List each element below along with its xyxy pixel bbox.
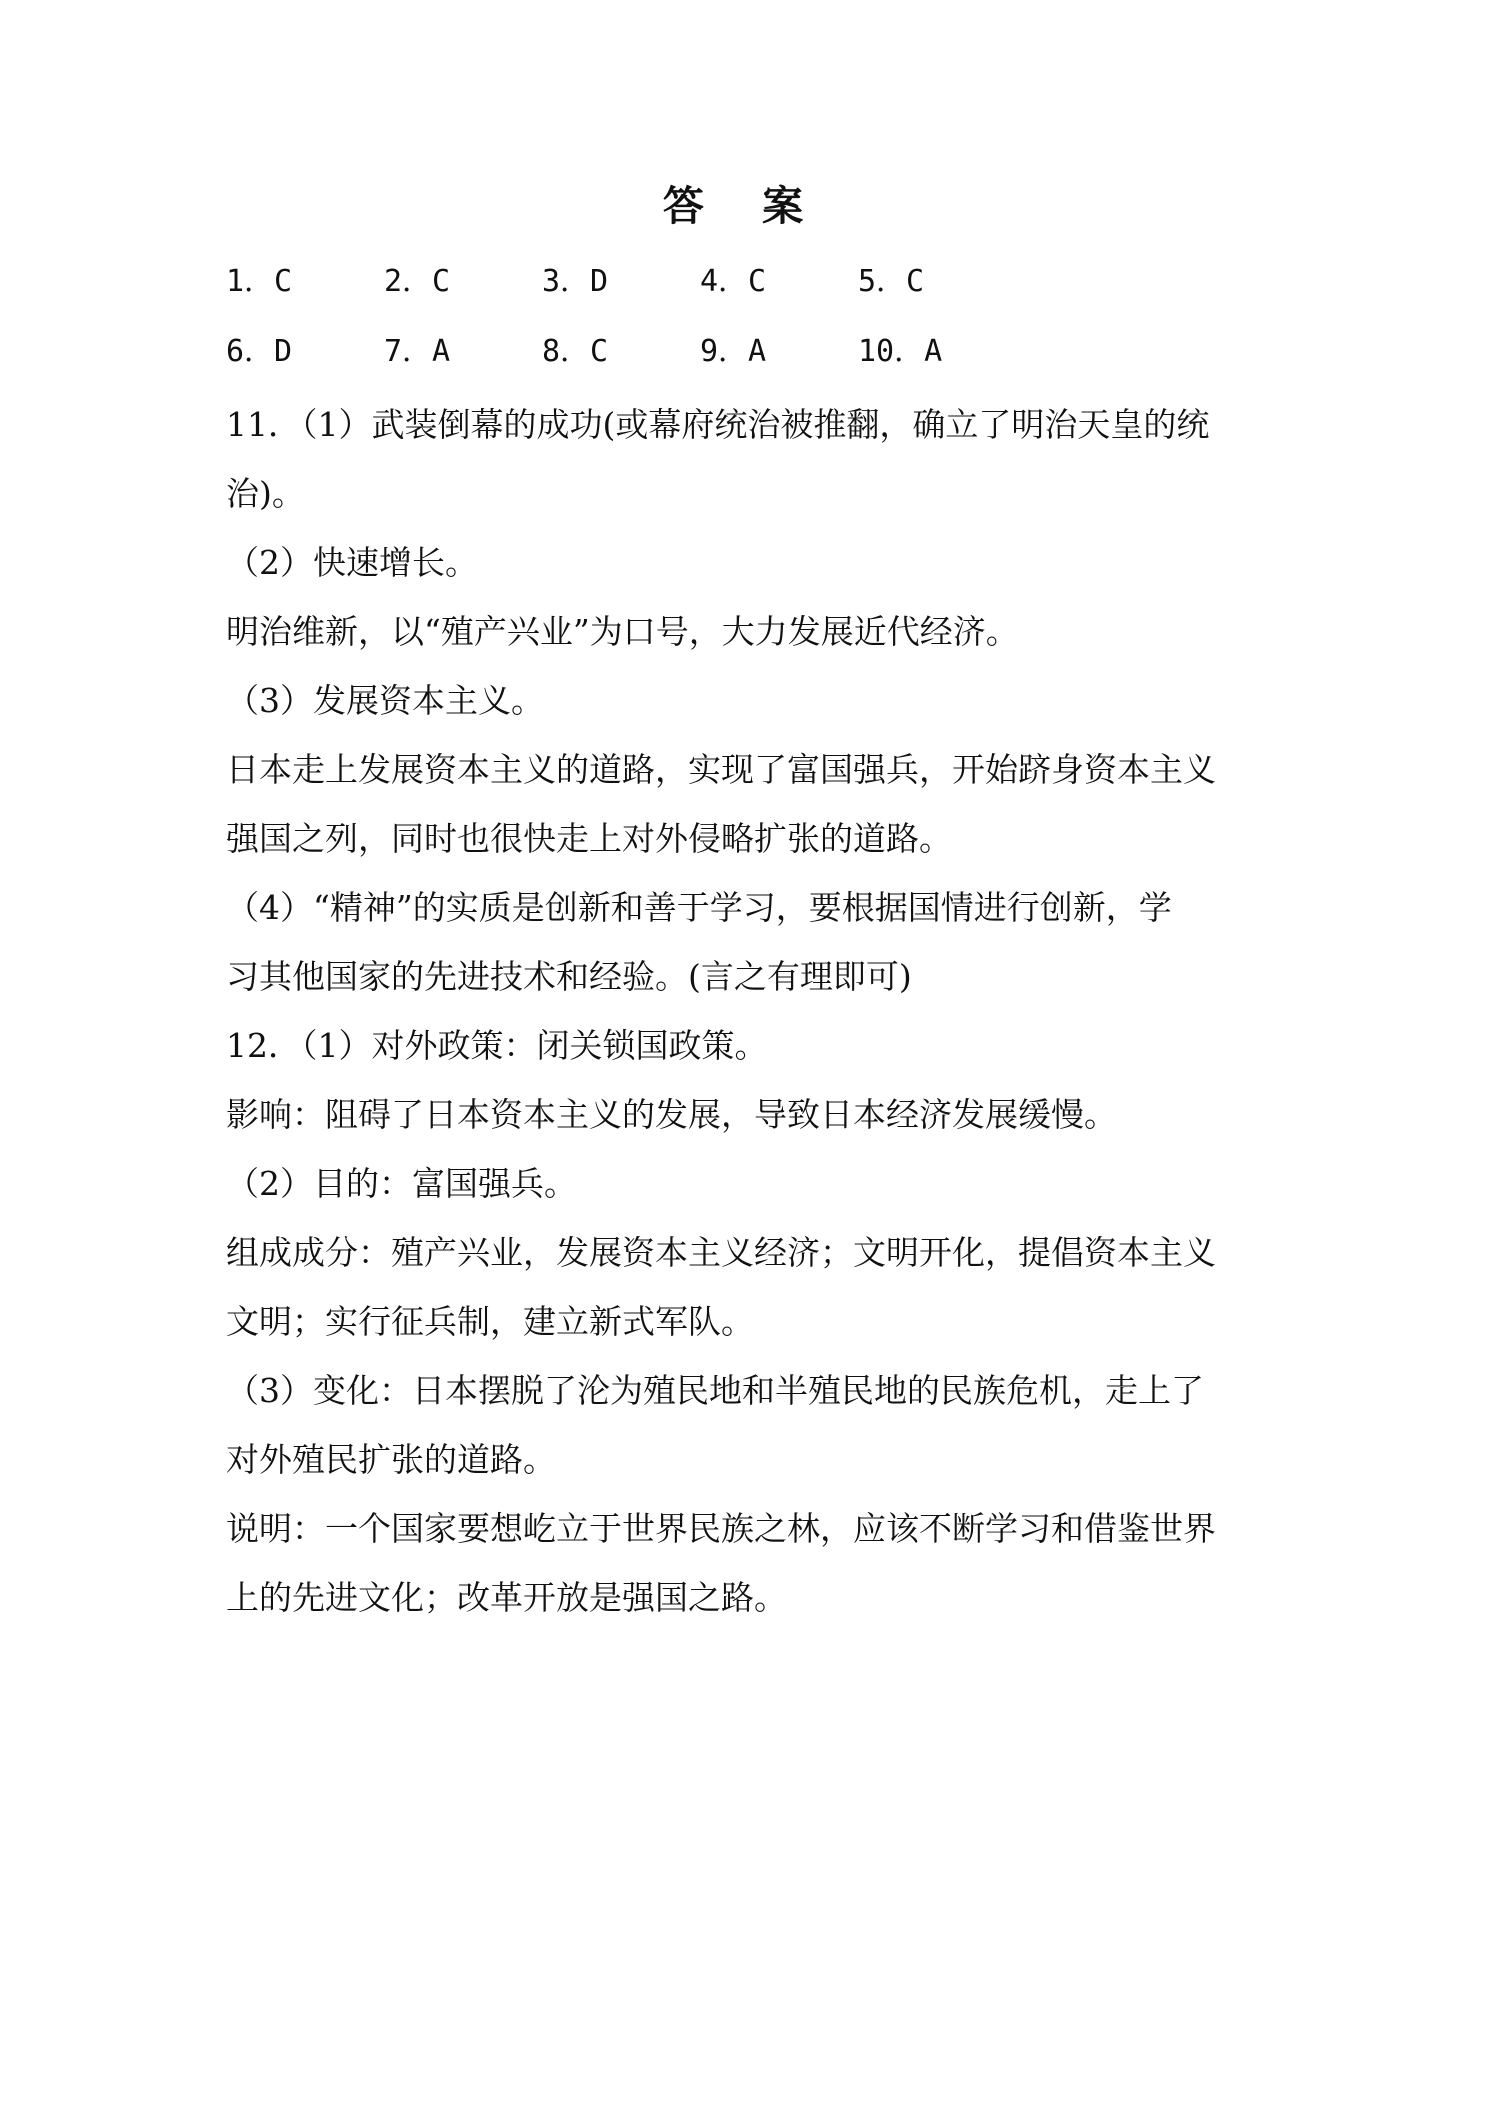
answer-line: （2）快速增长。 [226,543,478,582]
answer-line: （2）目的：富国强兵。 [226,1164,577,1203]
choice-answer: 3．D [542,264,609,299]
choice-answer: 2．C [384,264,451,299]
answer-line: 说明：一个国家要想屹立于世界民族之林，应该不断学习和借鉴世界 [226,1509,1216,1548]
page-title: 答 案 [662,182,826,230]
choice-answer: 9．A [700,334,767,369]
answer-line: 对外殖民扩张的道路。 [226,1440,556,1479]
answer-line: 习其他国家的先进技术和经验。(言之有理即可) [226,957,912,996]
answer-line: 明治维新，以“殖产兴业”为口号，大力发展近代经济。 [226,612,1019,651]
answer-line: 强国之列，同时也很快走上对外侵略扩张的道路。 [226,819,952,858]
answer-line: 治)。 [226,474,305,513]
answer-line: 上的先进文化；改革开放是强国之路。 [226,1578,787,1617]
choice-row [226,326,1276,396]
answer-line: （4）“精神”的实质是创新和善于学习，要根据国情进行创新，学 [226,888,1172,927]
answer-line: 日本走上发展资本主义的道路，实现了富国强兵，开始跻身资本主义 [226,750,1216,789]
answer-line: 组成成分：殖产兴业，发展资本主义经济；文明开化，提倡资本主义 [226,1233,1216,1272]
choice-answer: 5．C [858,264,925,299]
answer-body [226,390,1271,1632]
choice-answer: 7．A [384,334,451,369]
choice-answer: 10．A [858,334,943,369]
answer-line: （3）发展资本主义。 [226,681,544,720]
choice-answer: 4．C [700,264,767,299]
answer-line: （3）变化：日本摆脱了沦为殖民地和半殖民地的民族危机，走上了 [226,1371,1204,1410]
answer-line: 12．（1）对外政策：闭关锁国政策。 [226,1026,768,1065]
choice-answer: 8．C [542,334,609,369]
answer-line: 影响：阻碍了日本资本主义的发展，导致日本经济发展缓慢。 [226,1095,1117,1134]
choice-answer: 6．D [226,334,293,369]
choice-row [226,256,1276,326]
answer-line: 文明；实行征兵制，建立新式军队。 [226,1302,754,1341]
choice-answer: 1．C [226,264,293,299]
answer-line: 11．（1）武装倒幕的成功(或幕府统治被推翻，确立了明治天皇的统 [226,405,1210,444]
multiple-choice-answers [226,256,1276,396]
